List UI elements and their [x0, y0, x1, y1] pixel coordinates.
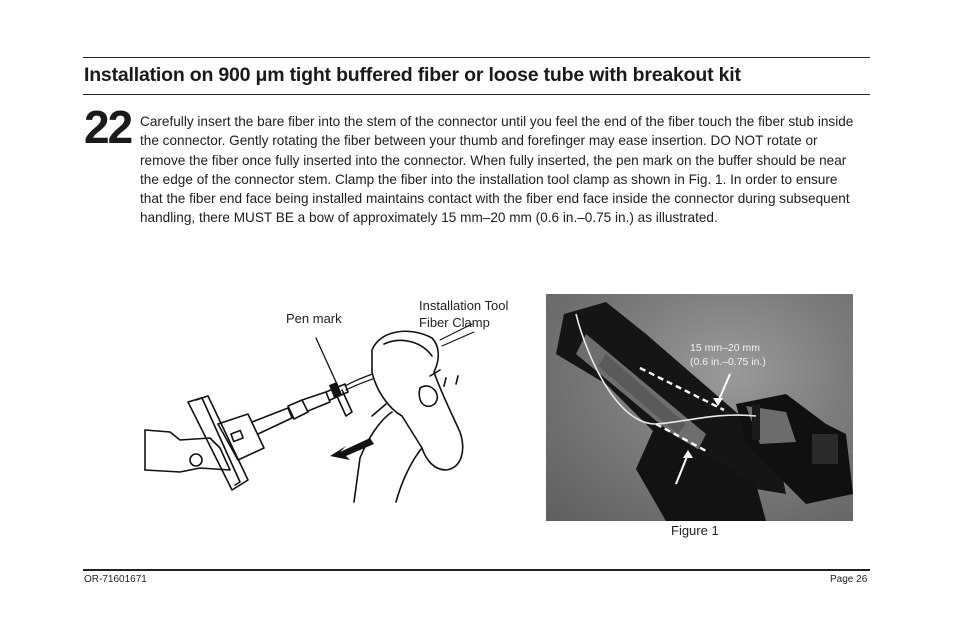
clamp-label-line2: Fiber Clamp [419, 315, 490, 330]
section-title: Installation on 900 μm tight buffered fiber or loose tube with breakout kit [84, 64, 741, 86]
bow-arrow-upper [718, 374, 730, 402]
document-id: OR-71601671 [84, 574, 147, 585]
thumb [372, 331, 463, 470]
figure-1-photo [546, 294, 853, 521]
page-number: Page 26 [830, 574, 868, 585]
step-number: 22 [84, 101, 132, 153]
connector-housing [218, 414, 264, 460]
tool-body [145, 430, 230, 472]
connector-stem [252, 408, 292, 434]
connector-insertion-diagram [140, 320, 480, 510]
footer-rule [83, 569, 870, 571]
pen-mark-leader [316, 338, 336, 382]
top-rule [83, 57, 870, 58]
clamp-label-line1: Installation Tool [419, 298, 509, 313]
title-underline [83, 94, 870, 95]
bow-measurement-label: 15 mm–20 mm (0.6 in.–0.75 in.) [690, 342, 766, 368]
pen-mark-label: Pen mark [286, 311, 342, 326]
step-instructions: Carefully insert the bare fiber into the stem of the connector until you feel the end of the fiber touch the fiber stub inside the connector. Gently rotating the fiber between your thumb and forefinger may ease insertion. DO NOT rotate or remove the fiber once fully inserted into the connector. When fully inserted, the pen mark on the buffer should be near the edge of the connector stem. Clamp the fiber into the installation tool clamp as shown in Fig. 1. In order to ensure that the fiber end face being installed maintains contact with the fiber end face inside the connector during subsequent handling, there MUST BE a bow of approximately 15 mm–20 mm (0.6 in.–0.75 in.) as illustrated. [140, 114, 854, 226]
tool-clamp-plate [188, 396, 248, 490]
figure-caption: Figure 1 [671, 523, 719, 538]
insert-direction-arrow [330, 438, 374, 460]
